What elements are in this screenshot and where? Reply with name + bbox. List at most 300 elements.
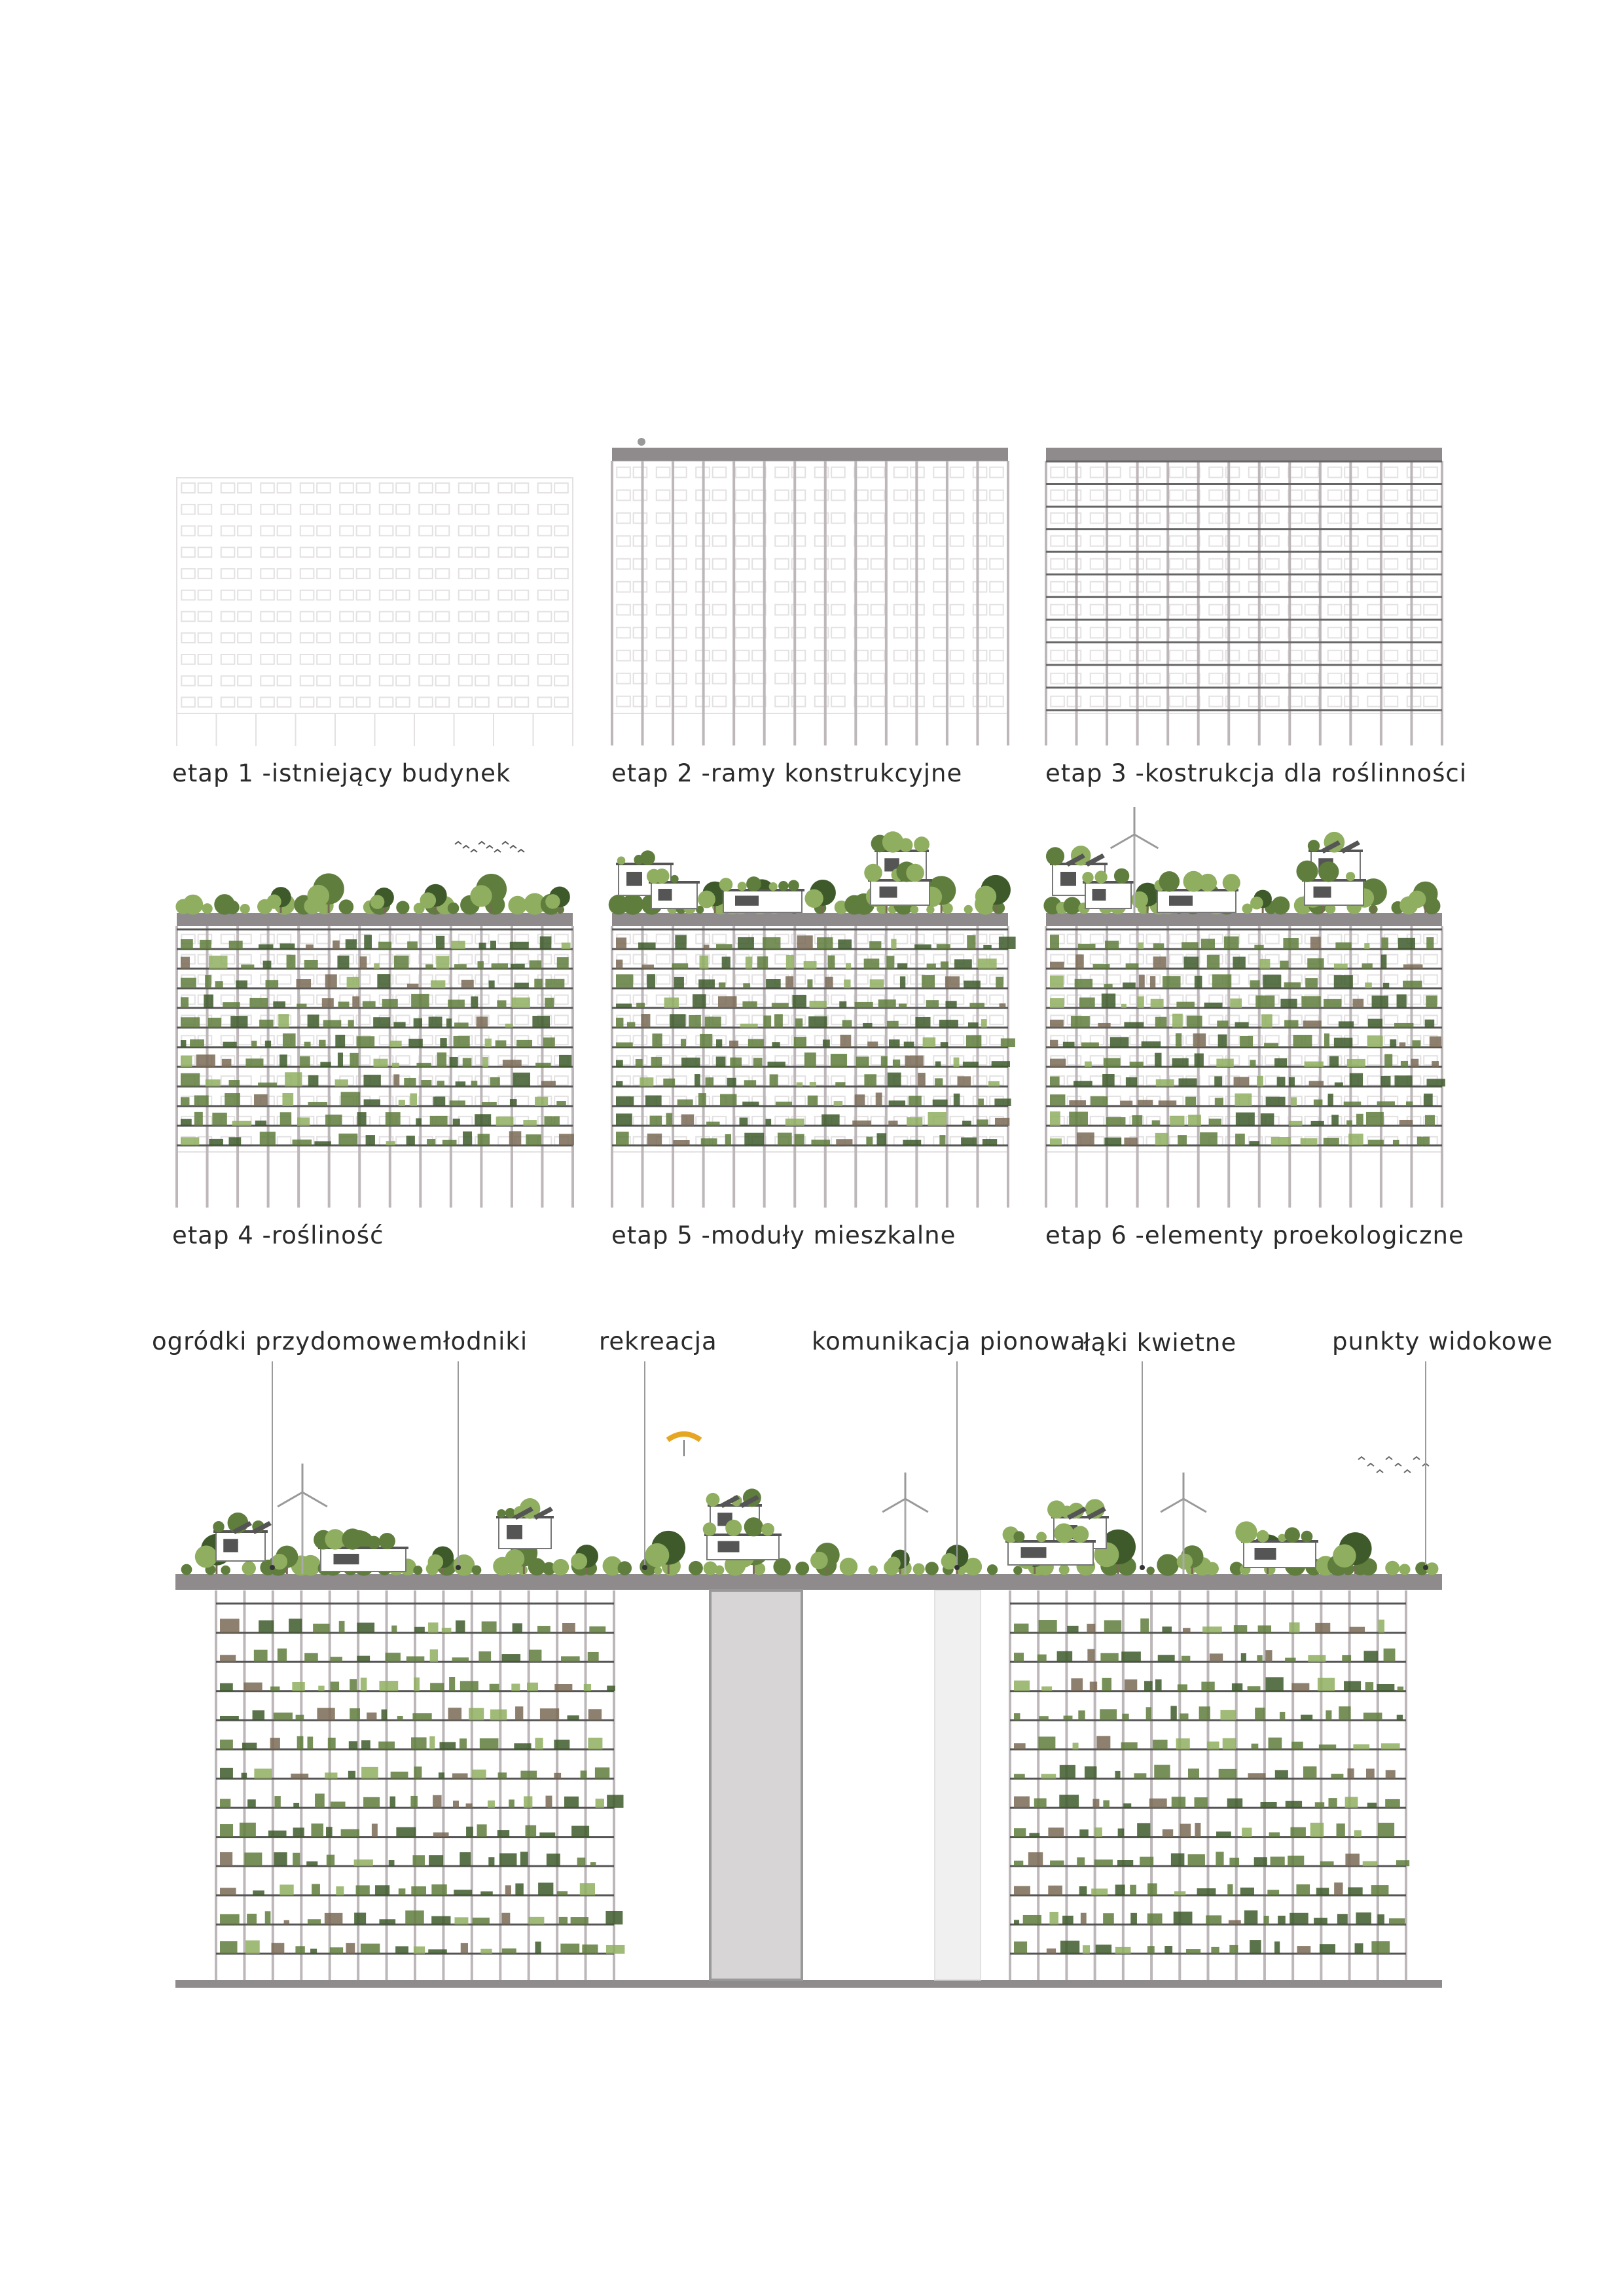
window — [617, 582, 630, 592]
planter — [527, 1683, 538, 1691]
window — [278, 975, 291, 984]
planter — [244, 1683, 262, 1691]
window — [1170, 582, 1183, 592]
planter — [356, 1886, 370, 1895]
shrub — [1301, 1531, 1313, 1543]
window — [419, 612, 433, 622]
planter — [1264, 1916, 1269, 1924]
window — [933, 628, 947, 638]
planter — [1034, 1799, 1047, 1808]
window — [538, 655, 552, 664]
window — [1091, 605, 1104, 615]
window — [1367, 513, 1381, 524]
planter — [1320, 1944, 1335, 1954]
planter — [933, 1100, 948, 1106]
planter — [823, 1039, 830, 1047]
planter — [317, 1708, 334, 1721]
planter — [361, 1677, 367, 1691]
window — [261, 505, 274, 514]
planter — [200, 940, 211, 949]
planter — [543, 1037, 555, 1047]
window — [1328, 628, 1342, 638]
planter — [1403, 981, 1422, 988]
window — [436, 569, 450, 579]
shrub — [454, 1554, 475, 1576]
planter — [1301, 1138, 1318, 1145]
window — [713, 696, 727, 707]
planter — [1201, 939, 1215, 949]
window — [775, 490, 789, 501]
planter — [285, 1072, 302, 1086]
window — [317, 505, 331, 514]
window — [1147, 490, 1161, 501]
planter — [1147, 1883, 1157, 1895]
shrub — [744, 1517, 763, 1536]
planter — [1396, 1860, 1409, 1866]
planter — [1367, 1803, 1377, 1808]
planter — [485, 1039, 492, 1047]
planter — [336, 1886, 344, 1895]
planter — [1106, 1117, 1125, 1126]
planter — [181, 1138, 199, 1145]
window — [1068, 490, 1081, 501]
window — [871, 536, 885, 547]
planter — [899, 1003, 907, 1008]
window — [498, 505, 512, 514]
planter — [954, 1094, 960, 1106]
planter — [1142, 1041, 1161, 1047]
window — [1147, 536, 1161, 547]
planter — [220, 1888, 236, 1895]
planter — [797, 935, 812, 949]
planter — [209, 1139, 223, 1145]
window — [933, 975, 947, 984]
window — [1328, 651, 1342, 661]
planter — [1346, 1121, 1352, 1126]
turbine-blade — [882, 1499, 905, 1512]
window — [713, 935, 727, 944]
window — [713, 513, 727, 524]
planter — [1100, 1709, 1117, 1720]
tree-canopy — [810, 1552, 828, 1570]
planter — [347, 977, 359, 988]
window — [736, 673, 749, 684]
window — [554, 1015, 568, 1024]
planter — [1182, 942, 1199, 949]
module-window — [1169, 896, 1193, 906]
planter — [480, 1949, 492, 1954]
planter — [1138, 1100, 1153, 1106]
planter — [905, 1056, 923, 1067]
planter — [1291, 1097, 1297, 1106]
window — [357, 505, 370, 514]
planter — [1224, 937, 1239, 949]
window — [1384, 1117, 1398, 1126]
window — [278, 633, 291, 643]
planter — [393, 1022, 405, 1028]
planter — [477, 1016, 488, 1028]
planter — [1232, 1683, 1242, 1691]
window — [419, 505, 433, 514]
planter — [1102, 1074, 1115, 1086]
planter — [835, 1082, 845, 1086]
planter — [1078, 1710, 1085, 1720]
window — [1051, 673, 1064, 684]
roof-slab — [612, 448, 1008, 461]
window — [634, 1117, 647, 1126]
shrub — [864, 864, 882, 882]
planter — [1381, 1076, 1391, 1086]
planter — [333, 941, 340, 949]
planter — [280, 1112, 291, 1126]
window — [1068, 605, 1081, 615]
window — [775, 651, 789, 661]
planter — [1393, 1140, 1399, 1145]
planter — [889, 1039, 900, 1047]
shrub — [773, 1558, 791, 1576]
planter — [320, 1062, 331, 1067]
window — [657, 467, 670, 478]
window — [1265, 559, 1279, 569]
window — [1209, 582, 1223, 592]
planter — [1235, 1094, 1252, 1106]
planter — [539, 1833, 555, 1837]
planter — [554, 1740, 569, 1749]
module-window — [1021, 1547, 1047, 1558]
roof-slab — [1046, 913, 1442, 926]
planter — [1188, 1115, 1201, 1126]
planter — [300, 1056, 310, 1067]
window — [475, 612, 489, 622]
planter — [1170, 1116, 1184, 1126]
window — [238, 633, 251, 643]
planter — [1267, 1890, 1279, 1895]
planter — [589, 1626, 605, 1633]
tree-canopy — [505, 1549, 525, 1569]
planter — [1209, 1119, 1221, 1126]
window — [1091, 696, 1104, 707]
planter — [1074, 1081, 1092, 1086]
window — [198, 547, 212, 557]
planter — [907, 1117, 922, 1126]
window — [990, 995, 1003, 1004]
planter — [278, 1014, 289, 1028]
shrub — [183, 895, 203, 915]
leader-dot — [270, 1565, 275, 1570]
shrub — [671, 875, 679, 883]
planter — [1356, 1912, 1371, 1924]
planter — [414, 1627, 425, 1633]
planter — [325, 1115, 342, 1126]
window — [894, 490, 908, 501]
shrub — [1072, 1526, 1089, 1543]
planter — [1038, 1655, 1047, 1662]
window — [317, 547, 331, 557]
window — [713, 582, 727, 592]
window — [1209, 696, 1223, 707]
planter — [1087, 1649, 1094, 1662]
planter — [429, 1855, 443, 1866]
window — [1068, 673, 1081, 684]
planter — [1269, 1832, 1280, 1837]
window — [1068, 536, 1081, 547]
window — [538, 483, 552, 493]
planter — [1326, 1710, 1331, 1720]
window — [736, 696, 749, 707]
shrub — [339, 899, 354, 914]
planter — [1425, 1020, 1435, 1028]
planter — [1284, 1020, 1298, 1028]
planter — [1096, 1736, 1110, 1749]
turbine-blade — [1134, 834, 1158, 848]
window — [1384, 513, 1398, 524]
planter — [498, 1772, 507, 1778]
planter — [681, 1058, 700, 1067]
planter — [1122, 1713, 1128, 1720]
planter — [1328, 1094, 1333, 1106]
window — [436, 505, 450, 514]
planter — [456, 1621, 465, 1633]
planter — [1286, 1801, 1302, 1808]
window — [396, 590, 410, 600]
planter — [864, 959, 880, 969]
shrub — [1159, 871, 1180, 891]
planter — [1194, 1797, 1207, 1808]
planter — [293, 1853, 300, 1866]
planter — [181, 1017, 200, 1028]
planter — [1316, 1888, 1329, 1895]
planter — [560, 1944, 579, 1954]
planter — [338, 1001, 350, 1008]
shrub — [987, 1564, 998, 1575]
planter — [181, 1040, 186, 1047]
planter — [968, 1022, 979, 1028]
window — [515, 569, 529, 579]
planter — [1347, 1059, 1365, 1067]
shrub — [719, 878, 733, 891]
window — [1091, 536, 1104, 547]
planter — [606, 1945, 624, 1954]
shrub — [689, 1561, 703, 1575]
planter — [828, 956, 835, 969]
shrub — [640, 850, 655, 865]
window — [1091, 673, 1104, 684]
planter — [1137, 1823, 1150, 1837]
planter — [1285, 1658, 1295, 1662]
planter — [255, 1121, 266, 1126]
planter — [1291, 1742, 1303, 1749]
planter — [1075, 954, 1084, 969]
planter — [232, 1121, 251, 1126]
planter — [547, 1854, 560, 1866]
planter — [1389, 1918, 1405, 1924]
stair-core — [935, 1590, 981, 1980]
tree-canopy — [571, 1553, 587, 1570]
planter — [308, 1014, 319, 1028]
planter — [413, 1855, 425, 1866]
planter — [386, 1112, 401, 1126]
planter — [681, 1039, 686, 1047]
window — [617, 673, 630, 684]
planter — [338, 1052, 343, 1067]
planter — [1344, 1102, 1362, 1106]
planter — [490, 1684, 499, 1691]
window — [357, 569, 370, 579]
window — [1068, 995, 1081, 1004]
planter — [941, 1042, 948, 1047]
planter — [1124, 1138, 1137, 1145]
window — [436, 655, 450, 664]
planter — [584, 1684, 591, 1691]
window — [340, 547, 353, 557]
planter — [935, 1078, 943, 1086]
planter — [259, 944, 273, 949]
window — [459, 955, 473, 964]
window — [1367, 536, 1381, 547]
tree-canopy — [420, 892, 436, 908]
planter — [770, 1074, 778, 1086]
planter — [1280, 1712, 1285, 1720]
window — [261, 569, 274, 579]
planter — [1092, 1799, 1099, 1808]
planter — [716, 944, 732, 949]
planter — [641, 1014, 650, 1028]
window — [933, 605, 947, 615]
window — [1068, 628, 1081, 638]
planter — [1159, 1100, 1177, 1106]
window — [1384, 975, 1398, 984]
planter — [1274, 1941, 1280, 1954]
planter — [297, 1736, 304, 1749]
planter — [651, 1057, 662, 1067]
planter — [1123, 982, 1136, 988]
planter — [1337, 1823, 1345, 1837]
window — [357, 655, 370, 664]
planter — [354, 1859, 373, 1866]
planter — [881, 1056, 888, 1067]
planter — [878, 999, 896, 1008]
window — [300, 612, 314, 622]
module-window — [334, 1554, 359, 1564]
window — [871, 582, 885, 592]
window — [775, 536, 789, 547]
planter — [1350, 1627, 1365, 1633]
window — [498, 547, 512, 557]
window — [736, 628, 749, 638]
planter — [1318, 1678, 1335, 1691]
tree-canopy — [1409, 891, 1426, 908]
planter — [308, 1102, 328, 1106]
shrub — [448, 903, 460, 914]
window — [673, 651, 687, 661]
planter — [538, 1882, 553, 1895]
planter — [1153, 1740, 1167, 1749]
window — [1170, 935, 1183, 944]
planter — [220, 1824, 233, 1837]
window — [357, 547, 370, 557]
window — [459, 633, 473, 643]
planter — [429, 1736, 435, 1749]
window — [990, 536, 1003, 547]
window — [221, 483, 235, 493]
window — [419, 547, 433, 557]
planter — [1014, 1920, 1019, 1924]
planter — [730, 1058, 742, 1067]
window — [278, 505, 291, 514]
planter — [265, 1911, 271, 1924]
planter — [689, 1015, 701, 1028]
planter — [1266, 1097, 1286, 1106]
window — [515, 633, 529, 643]
window — [973, 696, 987, 707]
shrub — [413, 1566, 422, 1575]
turbine-blade — [1161, 1499, 1183, 1512]
window — [657, 696, 670, 707]
window — [261, 590, 274, 600]
window — [634, 490, 647, 501]
planter — [811, 1139, 830, 1145]
planter — [431, 1884, 446, 1895]
planter — [1104, 1138, 1121, 1145]
planter — [1365, 1682, 1374, 1691]
window — [657, 651, 670, 661]
planter — [795, 1134, 804, 1145]
window — [261, 526, 274, 536]
window — [396, 633, 410, 643]
shrub — [1013, 1531, 1024, 1542]
shrub — [505, 1508, 515, 1518]
shrub — [795, 1562, 809, 1575]
window — [300, 547, 314, 557]
planter — [825, 977, 833, 988]
window — [1367, 582, 1381, 592]
planter — [1335, 1083, 1343, 1086]
planter — [1153, 956, 1166, 969]
planter — [1301, 1715, 1312, 1721]
planter — [350, 1053, 358, 1067]
planter — [1290, 1827, 1305, 1837]
window — [1147, 935, 1161, 944]
window — [657, 513, 670, 524]
planter — [1067, 1626, 1078, 1633]
window — [538, 676, 552, 686]
planter — [945, 977, 960, 988]
planter — [319, 1040, 325, 1047]
window — [933, 513, 947, 524]
window — [1305, 651, 1319, 661]
planter — [220, 1740, 233, 1749]
planter — [206, 1079, 221, 1086]
planter — [1291, 1683, 1309, 1691]
shrub — [913, 1563, 925, 1575]
window — [1091, 1117, 1104, 1126]
window — [871, 467, 885, 478]
shrub — [925, 1562, 938, 1575]
window — [1305, 467, 1319, 478]
planter — [496, 1117, 514, 1126]
planter — [1319, 1744, 1336, 1749]
window — [990, 513, 1003, 524]
planter — [1311, 1121, 1324, 1126]
window — [950, 673, 964, 684]
planter — [245, 1941, 260, 1954]
planter — [1162, 1626, 1172, 1632]
shrub — [1308, 840, 1320, 852]
window — [1367, 1056, 1381, 1065]
planter — [451, 941, 465, 949]
window — [1209, 536, 1223, 547]
planter — [412, 1713, 431, 1720]
